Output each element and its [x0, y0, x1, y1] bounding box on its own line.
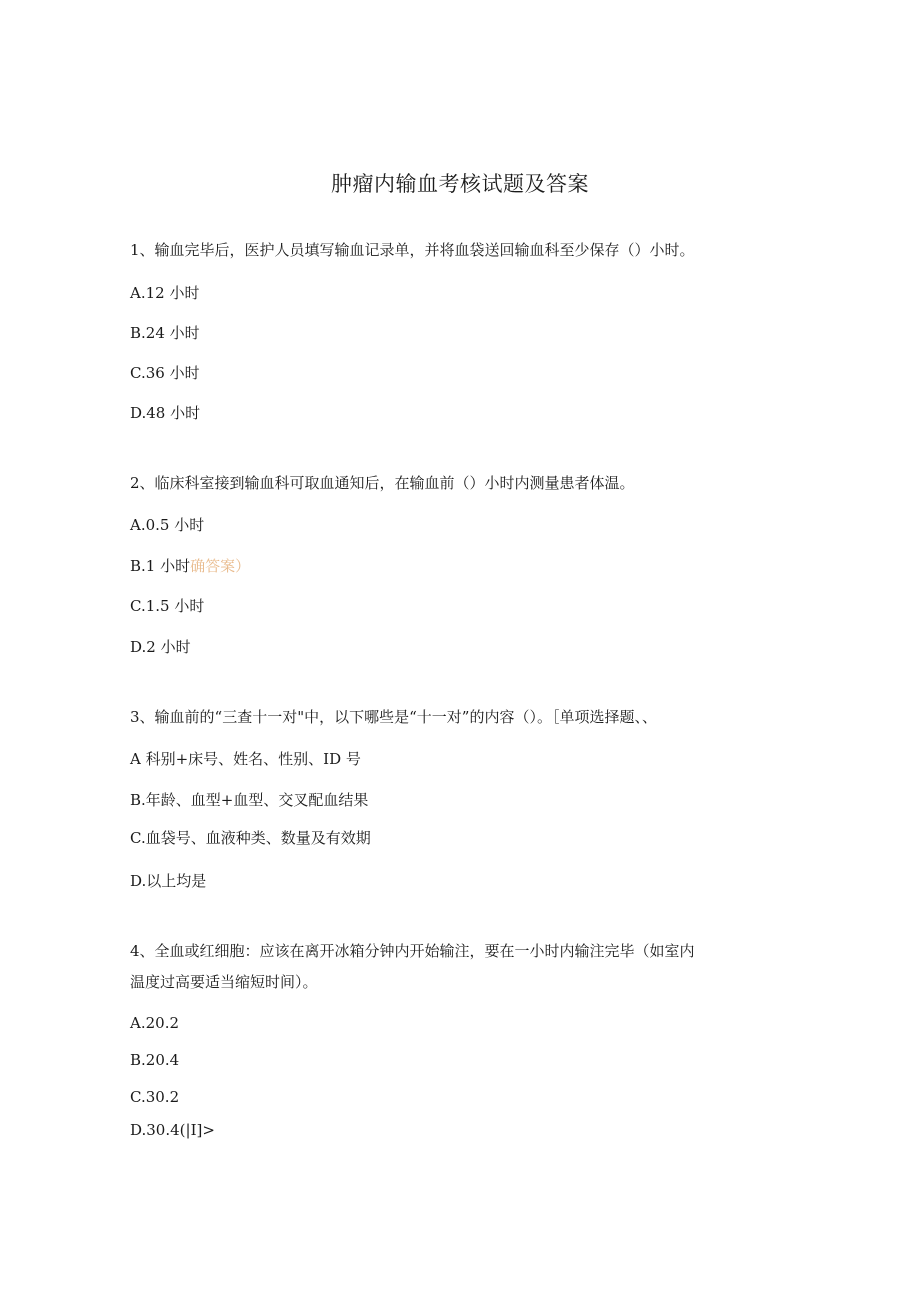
question-3-option-c: C.血袋号、血液种类、数量及有效期: [130, 829, 371, 847]
question-4-option-a: A.20.2: [130, 1014, 179, 1032]
question-2-option-d: D.2 小时: [130, 638, 191, 656]
answer-mark: 确答案）: [190, 557, 251, 575]
question-3-option-d: D.以上均是: [130, 872, 207, 890]
question-3-option-b: B.年龄、血型+血型、交叉配血结果: [130, 791, 369, 809]
question-1-option-a: A.12 小时: [130, 284, 200, 302]
question-1-option-d: D.48 小时: [130, 404, 201, 422]
question-2-option-b-row: [130, 556, 250, 576]
question-4-stem-line-1: 4、全血或红细胞：应该在离开冰箱分钟内开始输注，要在一小时内输注完毕（如室内: [130, 942, 695, 960]
question-3-option-a: A 科别+床号、姓名、性别、ID 号: [130, 750, 361, 768]
question-1-option-b: B.24 小时: [130, 324, 200, 342]
question-2-option-a: A.0.5 小时: [130, 516, 205, 534]
question-1-stem: 1、输血完毕后，医护人员填写输血记录单，并将血袋送回输血科至少保存（）小时。: [130, 241, 695, 259]
question-3-stem: 3、输血前的“三查十一对"中，以下哪些是“十一对”的内容（）。［单项选择题、、: [130, 708, 657, 726]
question-4-option-c: C.30.2: [130, 1088, 180, 1106]
question-2-option-b: B.1 小时: [130, 557, 191, 575]
question-2-option-c: C.1.5 小时: [130, 597, 205, 615]
question-2-stem: 2、临床科室接到输血科可取血通知后，在输血前（）小时内测量患者体温。: [130, 474, 635, 492]
question-4-option-d: D.30.4(|I]>: [130, 1121, 215, 1139]
question-4-option-b: B.20.4: [130, 1051, 180, 1069]
document-title: 肿瘤内输血考核试题及答案: [331, 172, 589, 196]
question-1-option-c: C.36 小时: [130, 364, 200, 382]
question-4-stem-line-2: 温度过高要适当缩短时间）。: [130, 973, 318, 991]
